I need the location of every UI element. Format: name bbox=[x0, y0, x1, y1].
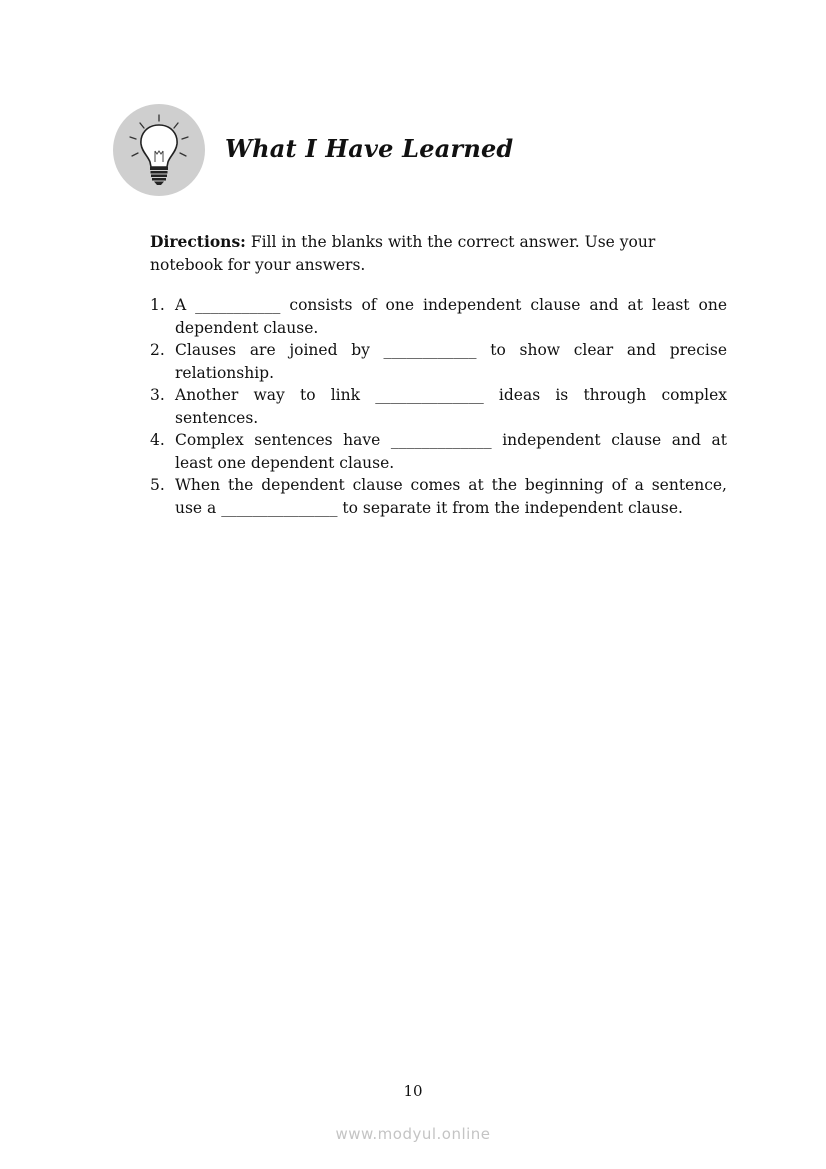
item-number: 4. bbox=[150, 431, 165, 449]
watermark: www.modyul.online bbox=[335, 1125, 491, 1143]
page-number: 10 bbox=[403, 1082, 423, 1100]
directions-text bbox=[150, 231, 710, 276]
list-item bbox=[150, 384, 727, 429]
list-item bbox=[150, 339, 727, 384]
item-number: 5. bbox=[150, 476, 165, 494]
item-number: 1. bbox=[150, 296, 165, 314]
list-item bbox=[150, 429, 727, 474]
item-number: 2. bbox=[150, 341, 165, 359]
section-title: What I Have Learned bbox=[225, 134, 514, 163]
item-number: 3. bbox=[150, 386, 165, 404]
lightbulb-icon bbox=[113, 104, 205, 196]
item-text: Complex sentences have _____________ independent clause and at least one dependent clause. bbox=[175, 431, 727, 472]
item-text: When the dependent clause comes at the beginning of a sentence, use a _______________ to separate it from the independent clause. bbox=[175, 476, 727, 517]
directions-label: Directions: bbox=[150, 232, 246, 251]
directions-body: Fill in the blanks with the correct answer. Use your notebook for your answers. bbox=[150, 233, 656, 274]
list-item bbox=[150, 294, 727, 339]
lightbulb-badge bbox=[113, 104, 205, 196]
item-text: Another way to link ______________ ideas is through complex sentences. bbox=[175, 386, 727, 427]
question-list bbox=[150, 294, 727, 519]
item-text: A ___________ consists of one independent clause and at least one dependent clause. bbox=[175, 296, 727, 337]
list-item bbox=[150, 474, 727, 519]
item-text: Clauses are joined by ____________ to show clear and precise relationship. bbox=[175, 341, 727, 382]
